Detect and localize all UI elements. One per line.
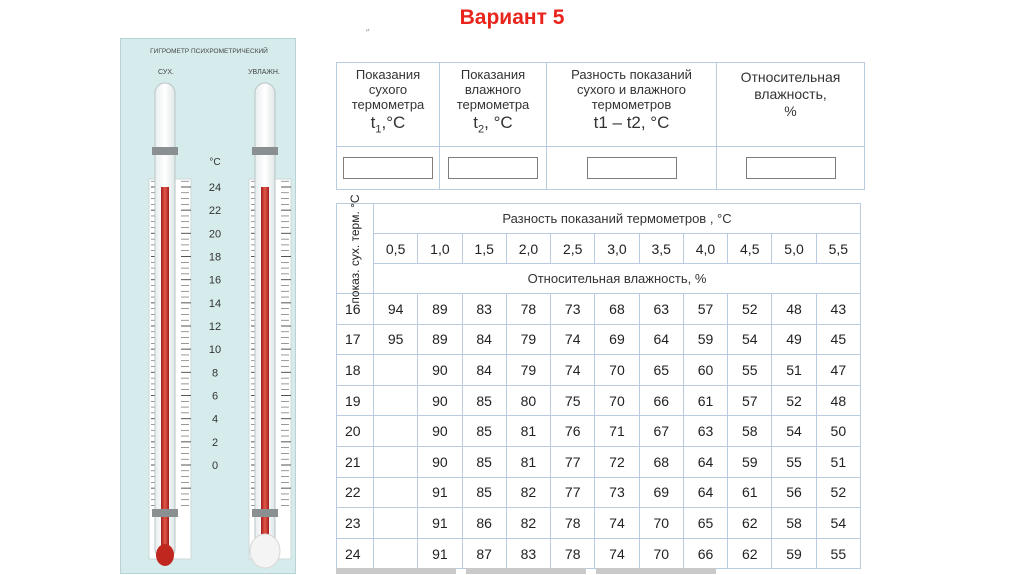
difference-value: 3,5 [639,234,683,264]
humidity-cell: 74 [595,538,639,569]
dry-temperature-cell: 16 [337,294,374,325]
humidity-cell: 52 [728,294,772,325]
humidity-table [336,193,861,569]
humidity-cell: 61 [728,477,772,508]
humidity-cell: 82 [506,508,550,539]
bottom-bar [466,568,586,574]
unit-label: °C [209,157,221,168]
dry-label: СУХ. [158,69,174,76]
col-humidity-header: Относительная влажность, % [717,63,865,147]
dry-temperature-cell: 20 [337,416,374,447]
dry-clip-top [152,147,178,155]
humidity-cell: 64 [683,477,727,508]
dry-temperature-cell: 19 [337,385,374,416]
difference-value: 2,0 [506,234,550,264]
humidity-cell: 85 [462,385,506,416]
humidity-cell: 70 [639,538,683,569]
humidity-cell: 69 [595,324,639,355]
difference-value: 1,5 [462,234,506,264]
humidity-cell: 83 [506,538,550,569]
humidity-cell: 91 [418,538,462,569]
bottom-bar [596,568,716,574]
humidity-cell: 69 [639,477,683,508]
humidity-cell [374,416,418,447]
humidity-cell: 72 [595,446,639,477]
humidity-cell: 77 [551,446,595,477]
humidity-cell: 81 [506,416,550,447]
humidity-cell [374,385,418,416]
psychrometer-label: ГИГРОМЕТР ПСИХРОМЕТРИЧЕСКИЙ [150,48,268,55]
humidity-cell [374,477,418,508]
humidity-cell: 63 [639,294,683,325]
dry-symbol: $t_1,^\circ C$ [370,113,406,136]
difference-value: 2,5 [551,234,595,264]
psychrometer-svg [121,39,297,575]
humidity-cell: 74 [551,324,595,355]
humidity-cell: 66 [683,538,727,569]
wet-clip-top [252,147,278,155]
humidity-cell: 84 [462,324,506,355]
table-row [337,324,861,355]
humidity-cell: 68 [639,446,683,477]
scale-number: 18 [208,251,222,264]
scale-number: 0 [211,460,219,472]
scale-number: 6 [211,390,219,403]
humidity-cell: 68 [595,294,639,325]
humidity-cell: 79 [506,324,550,355]
humidity-cell: 91 [418,477,462,508]
input-table [336,62,865,190]
humidity-cell: 54 [816,508,860,539]
difference-value: 1,0 [418,234,462,264]
humidity-cell: 82 [506,477,550,508]
difference-header: Разность показаний термометров , °C [374,204,861,234]
corner-header: показ. сух. терм. °C [337,204,374,294]
humidity-cell: 60 [683,355,727,386]
col-wet-reading-header: Показания влажного термометра $t_2$, °C [440,63,547,147]
col-difference-header: Разность показаний сухого и влажного термометров t1 – t2, °C [547,63,717,147]
psychrometer-panel [120,38,296,574]
humidity-cell: 61 [683,385,727,416]
humidity-cell: 57 [728,385,772,416]
dry-reading-input[interactable] [343,157,433,179]
humidity-cell: 64 [639,324,683,355]
difference-value: 3,0 [595,234,639,264]
humidity-cell: 90 [418,385,462,416]
difference-value: 4,5 [728,234,772,264]
wet-symbol: $t_2$, °C [473,113,513,136]
humidity-cell: 45 [816,324,860,355]
humidity-cell: 89 [418,324,462,355]
humidity-cell: 58 [772,508,816,539]
humidity-cell [374,355,418,386]
scale-number: 12 [208,321,222,333]
humidity-cell: 43 [816,294,860,325]
difference-value: 0,5 [374,234,418,264]
humidity-cell: 59 [728,446,772,477]
table-row [337,416,861,447]
dry-temperature-cell: 17 [337,324,374,355]
humidity-cell: 47 [816,355,860,386]
humidity-cell: 83 [462,294,506,325]
humidity-header: Относительная влажность, % [374,264,861,294]
difference-input[interactable] [587,157,677,179]
dry-temperature-cell: 21 [337,446,374,477]
humidity-cell: 84 [462,355,506,386]
wet-clip-bottom [252,509,278,517]
dry-temperature-cell: 23 [337,508,374,539]
table-row [337,508,861,539]
scale-number: 24 [208,182,222,194]
humidity-cell: 79 [506,355,550,386]
scale-number: 22 [208,205,222,218]
humidity-cell: 91 [418,508,462,539]
table-row [337,355,861,386]
difference-value: 5,0 [772,234,816,264]
humidity-cell: 70 [595,385,639,416]
humidity-cell: 55 [728,355,772,386]
humidity-cell: 51 [772,355,816,386]
humidity-cell: 67 [639,416,683,447]
wet-label: УВЛАЖН. [248,69,280,76]
humidity-cell: 71 [595,416,639,447]
humidity-cell: 85 [462,446,506,477]
humidity-cell: 89 [418,294,462,325]
humidity-cell: 55 [816,538,860,569]
humidity-cell: 70 [595,355,639,386]
table-row [337,385,861,416]
humidity-cell: 63 [683,416,727,447]
humidity-input[interactable] [746,157,836,179]
humidity-cell: 78 [551,508,595,539]
humidity-cell: 65 [639,355,683,386]
page-title: Вариант 5 [459,6,565,29]
dry-temperature-cell: 24 [337,538,374,569]
humidity-cell: 75 [551,385,595,416]
humidity-cell: 85 [462,477,506,508]
humidity-cell: 80 [506,385,550,416]
table-row [337,446,861,477]
humidity-cell: 86 [462,508,506,539]
wet-mercury [261,187,269,555]
dry-mercury [161,187,169,555]
humidity-cell: 95 [374,324,418,355]
humidity-cell: 90 [418,416,462,447]
scale-number: 20 [208,228,222,241]
humidity-cell: 70 [639,508,683,539]
humidity-cell: 73 [595,477,639,508]
table-row [337,294,861,325]
humidity-cell: 76 [551,416,595,447]
wet-bulb-wick [250,534,280,568]
humidity-cell: 62 [728,538,772,569]
humidity-cell: 58 [728,416,772,447]
humidity-cell [374,538,418,569]
humidity-cell: 94 [374,294,418,325]
humidity-cell: 51 [816,446,860,477]
humidity-cell: 62 [728,508,772,539]
humidity-cell: 52 [816,477,860,508]
scale-number: 4 [211,413,219,426]
humidity-cell: 49 [772,324,816,355]
humidity-cell: 78 [551,538,595,569]
scale-number: 16 [208,274,222,287]
humidity-cell: 48 [772,294,816,325]
table-row [337,538,861,569]
humidity-cell: 48 [816,385,860,416]
humidity-cell: 54 [772,416,816,447]
scale-numbers [209,182,221,472]
humidity-cell: 81 [506,446,550,477]
humidity-cell: 78 [506,294,550,325]
scale-number: 2 [211,436,219,449]
dry-clip-bottom [152,509,178,517]
humidity-cell: 66 [639,385,683,416]
humidity-cell: 54 [728,324,772,355]
humidity-cell: 77 [551,477,595,508]
humidity-cell: 74 [551,355,595,386]
humidity-cell: 56 [772,477,816,508]
dry-bulb [156,544,174,566]
humidity-cell: 52 [772,385,816,416]
difference-value: 5,5 [816,234,860,264]
table-row [337,477,861,508]
humidity-cell [374,446,418,477]
humidity-cell: 57 [683,294,727,325]
humidity-cell: 59 [772,538,816,569]
bottom-bar [336,568,456,574]
humidity-cell: 85 [462,416,506,447]
humidity-cell: 65 [683,508,727,539]
scale-number: 8 [211,367,219,380]
dry-temperature-cell: 22 [337,477,374,508]
humidity-cell: 50 [816,416,860,447]
humidity-cell: 90 [418,355,462,386]
dry-temperature-cell: 18 [337,355,374,386]
wet-reading-input[interactable] [448,157,538,179]
humidity-cell: 55 [772,446,816,477]
humidity-cell: 87 [462,538,506,569]
scale-number: 10 [208,344,222,357]
difference-value: 4,0 [683,234,727,264]
humidity-cell: 74 [595,508,639,539]
humidity-cell: 59 [683,324,727,355]
scale-number: 14 [208,297,222,310]
small-mark: ʹʼ [366,28,370,38]
humidity-cell: 90 [418,446,462,477]
humidity-cell [374,508,418,539]
difference-formula: t1 – t2, °C [593,113,670,132]
col-dry-reading-header: Показания сухого термометра $t_1,^\circ C$ [337,63,440,147]
humidity-cell: 64 [683,446,727,477]
humidity-cell: 73 [551,294,595,325]
